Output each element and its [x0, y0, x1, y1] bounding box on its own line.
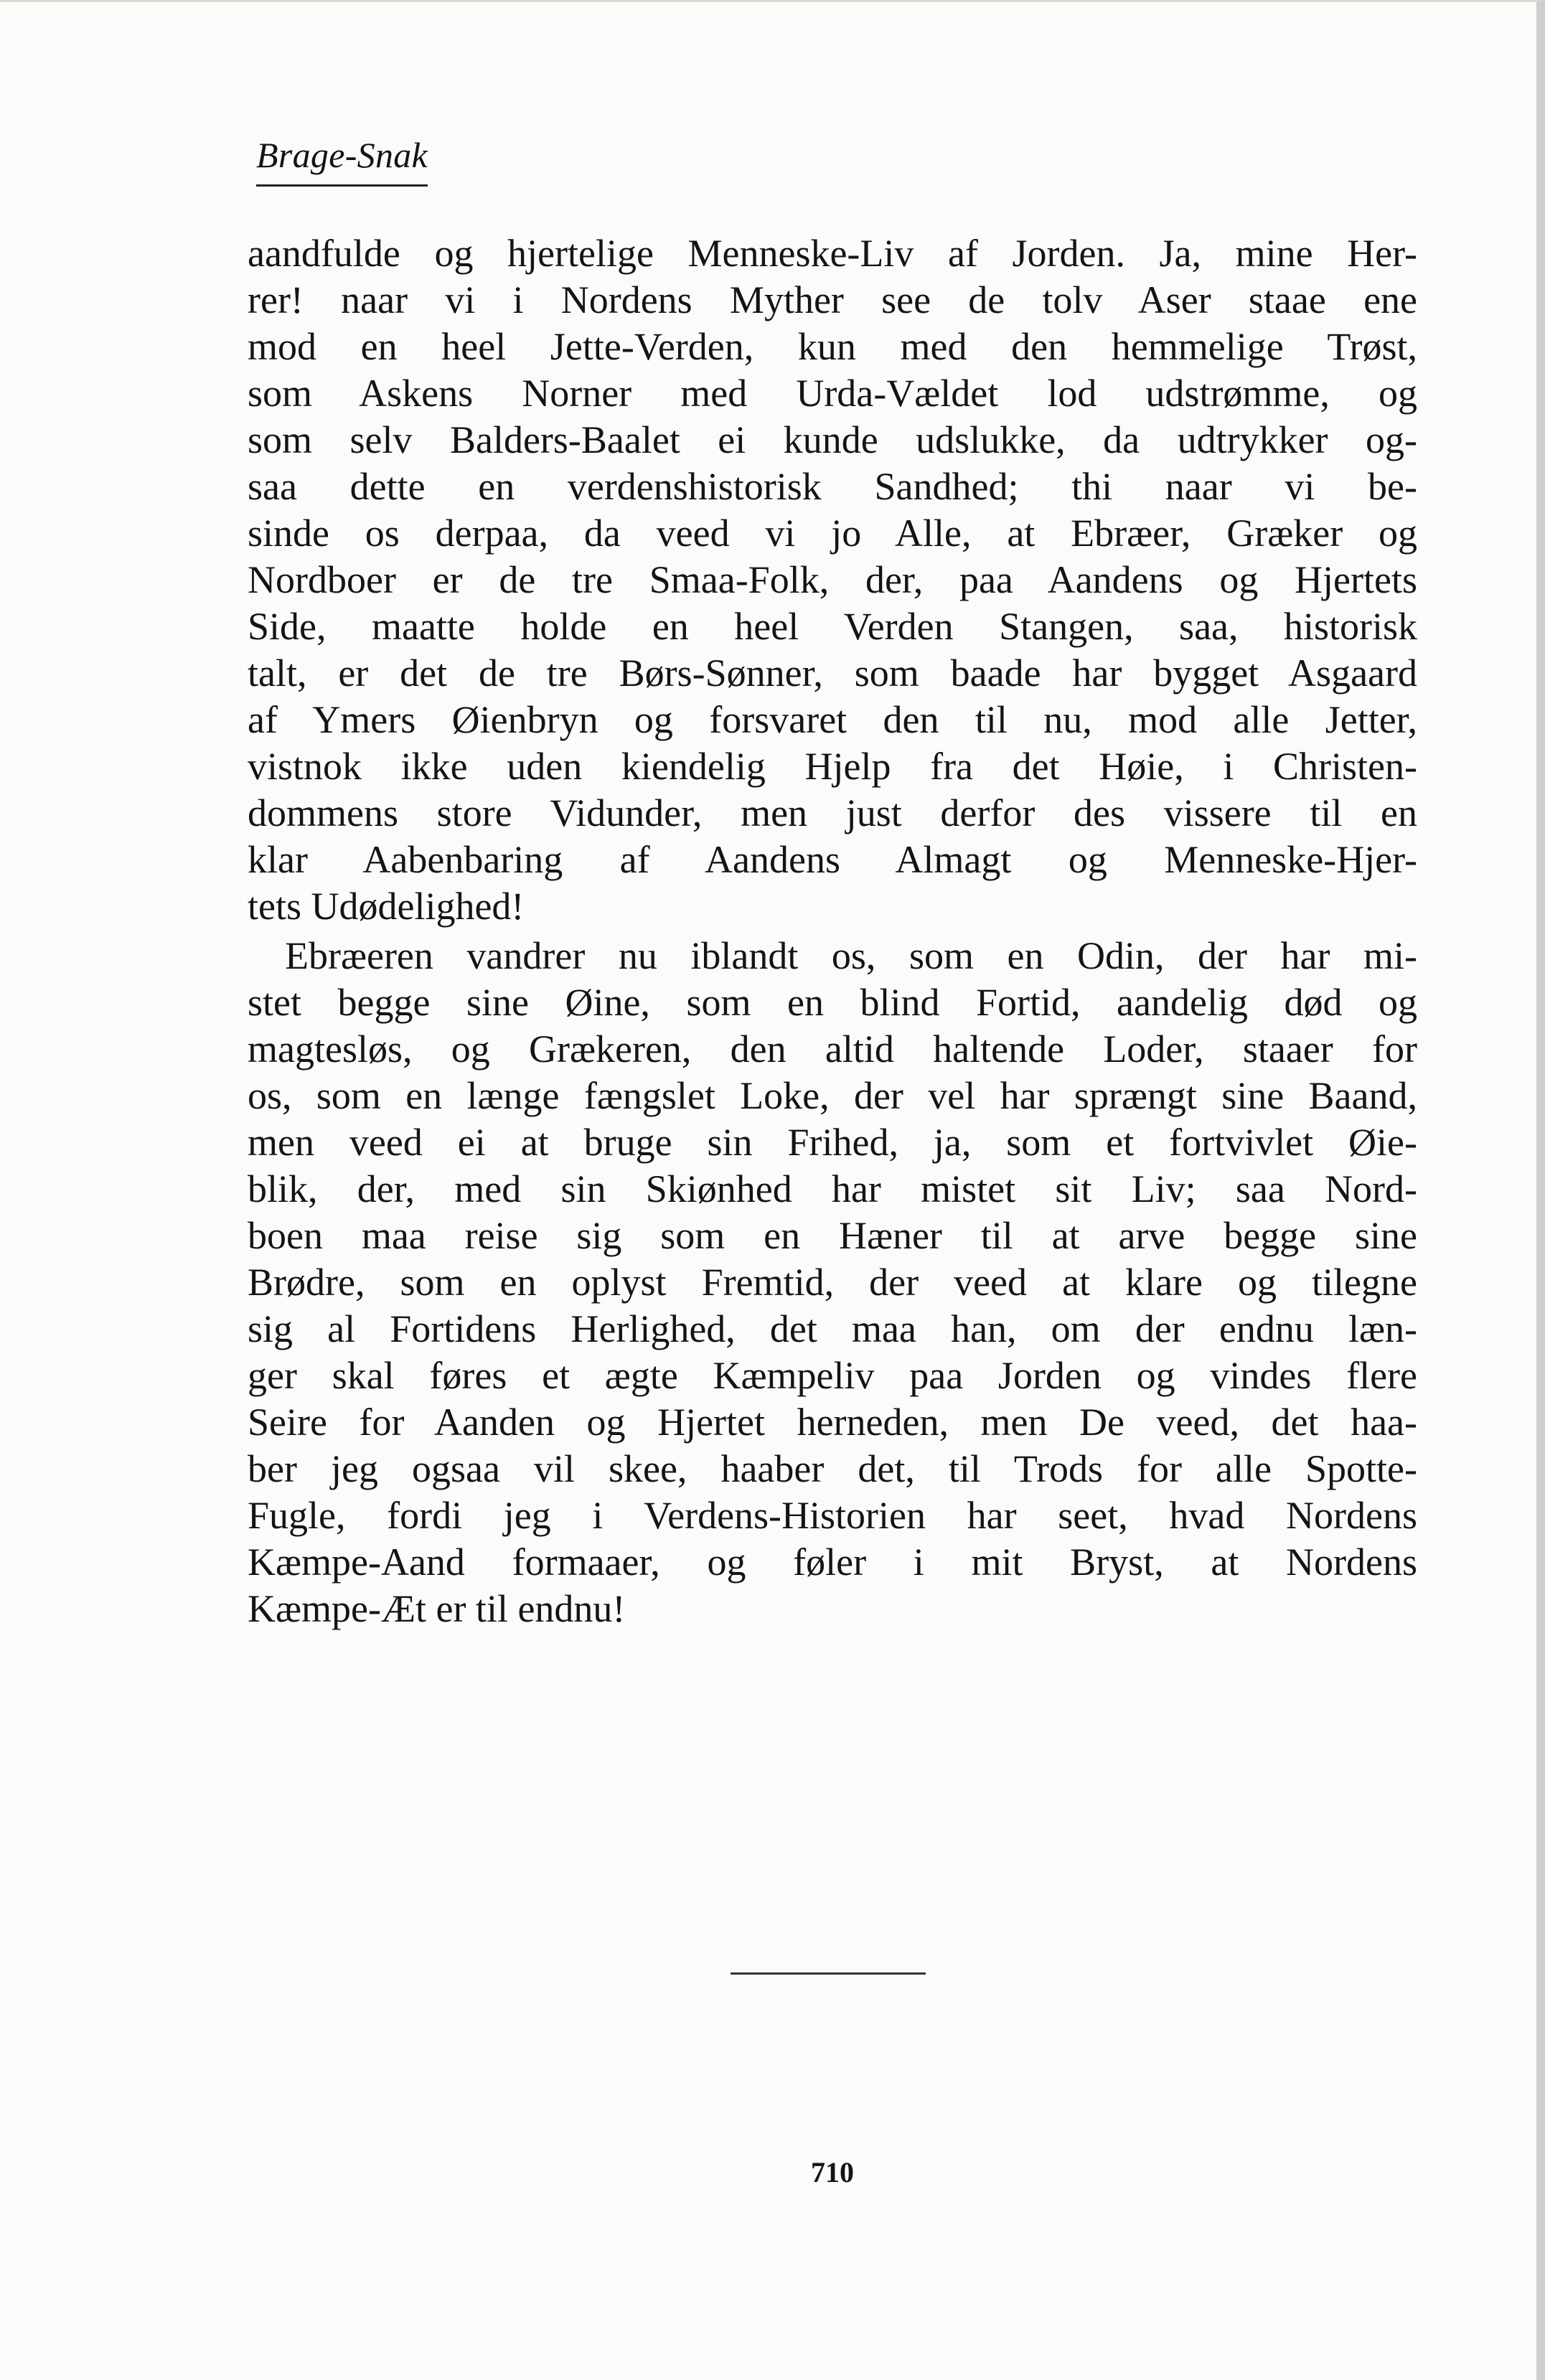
text-line: tets Udødelighed! — [248, 885, 525, 928]
text-line: magtesløs, og Grækeren, den altid haltende Loder, staaer for — [248, 1027, 1417, 1071]
text-line: ger skal føres et ægte Kæmpeliv paa Jorden og vindes flere — [248, 1354, 1417, 1397]
text-line: men veed ei at bruge sin Frihed, ja, som et fortvivlet Øie- — [248, 1121, 1417, 1164]
paragraph-1 — [248, 230, 1417, 930]
text-line: os, som en længe fængslet Loke, der vel har sprængt sine Baand, — [248, 1074, 1417, 1117]
text-line: Ebræeren vandrer nu iblandt os, som en Odin, der har mi- — [285, 934, 1417, 977]
text-line: blik, der, med sin Skiønhed har mistet sit Liv; saa Nord- — [248, 1167, 1417, 1210]
text-line: rer! naar vi i Nordens Myther see de tolv Aser staae ene — [248, 278, 1417, 321]
text-line: boen maa reise sig som en Hæner til at arve begge sine — [248, 1214, 1417, 1257]
text-line: mod en heel Jette-Verden, kun med den hemmelige Trøst, — [248, 325, 1417, 368]
text-line: ber jeg ogsaa vil skee, haaber det, til Trods for alle Spotte- — [248, 1447, 1417, 1490]
text-line: som Askens Norner med Urda-Vældet lod udstrømme, og — [248, 372, 1417, 415]
text-line: sig al Fortidens Herlighed, det maa han, om der endnu læn- — [248, 1307, 1417, 1350]
text-line: Brødre, som en oplyst Fremtid, der veed at klare og tilegne — [248, 1261, 1417, 1304]
text-line: af Ymers Øienbryn og forsvaret den til nu, mod alle Jetter, — [248, 698, 1417, 741]
text-line: klar Aabenbaring af Aandens Almagt og Menneske-Hjer- — [248, 838, 1417, 881]
section-divider — [731, 1972, 926, 1975]
text-line: Kæmpe-Aand formaaer, og føler i mit Bryst, at Nordens — [248, 1541, 1417, 1584]
text-line: Fugle, fordi jeg i Verdens-Historien har seet, hvad Nordens — [248, 1494, 1417, 1537]
body-text — [248, 230, 1417, 1632]
text-line: Seire for Aanden og Hjertet herneden, men De veed, det haa- — [248, 1401, 1417, 1444]
text-line: aandfulde og hjertelige Menneske-Liv af Jorden. Ja, mine Her- — [248, 232, 1417, 275]
paragraph-2 — [248, 933, 1417, 1632]
text-line: som selv Balders-Baalet ei kunde udslukke, da udtrykker og- — [248, 418, 1417, 461]
text-line: dommens store Vidunder, men just derfor des vissere til en — [248, 791, 1417, 834]
running-head: Brage-Snak — [256, 131, 428, 187]
text-line: vistnok ikke uden kiendelig Hjelp fra det Høie, i Christen- — [248, 745, 1417, 788]
page-number: 710 — [811, 2156, 854, 2188]
text-line: saa dette en verdenshistorisk Sandhed; thi naar vi be- — [248, 465, 1417, 508]
text-line: sinde os derpaa, da veed vi jo Alle, at Ebræer, Græker og — [248, 512, 1417, 555]
text-line: stet begge sine Øine, som en blind Fortid, aandelig død og — [248, 981, 1417, 1024]
text-line: Side, maatte holde en heel Verden Stangen, saa, historisk — [248, 605, 1417, 648]
text-line: Kæmpe-Æt er til endnu! — [248, 1587, 626, 1630]
text-line: Nordboer er de tre Smaa-Folk, der, paa Aandens og Hjertets — [248, 558, 1417, 601]
text-line: talt, er det de tre Børs-Sønner, som baade har bygget Asgaard — [248, 652, 1417, 695]
